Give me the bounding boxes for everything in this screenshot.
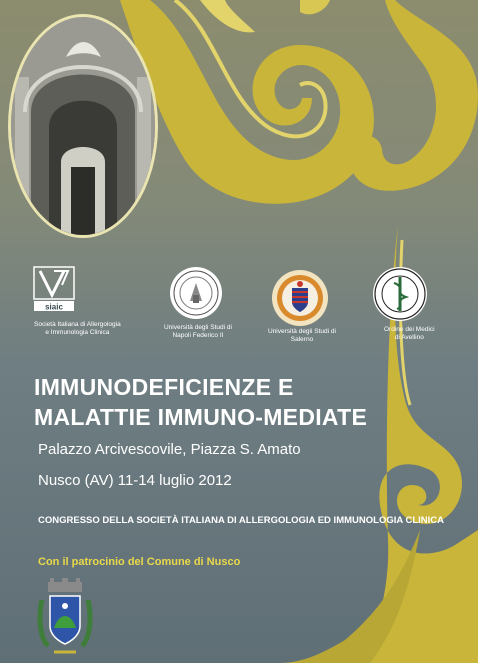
university-salerno-caption-line-1: Università degli Studi di: [268, 328, 336, 335]
siaic-caption: [34, 321, 121, 337]
university-naples-caption-line-2: Napoli Federico II: [172, 332, 224, 339]
university-naples-logo: [160, 265, 232, 313]
event-title: [34, 372, 367, 432]
ordine-medici-seal-icon: [369, 265, 431, 323]
university-salerno-seal-icon: [270, 268, 330, 328]
congress-subtitle: CONGRESSO DELLA SOCIETÀ ITALIANA DI ALLERGOLOGIA ED IMMUNOLOGIA CLINICA: [38, 515, 445, 526]
university-salerno-caption-line-2: Salerno: [290, 336, 314, 343]
event-title-line-1: IMMUNODEFICIENZE E: [34, 374, 294, 400]
siaic-caption-line-1: Società Italiana di Allergologia: [34, 321, 121, 328]
archway-photo-image: [11, 17, 155, 235]
event-title-line-2: MALATTIE IMMUNO-MEDIATE: [34, 404, 368, 430]
siaic-caption-line-2: e Immunologia Clinica: [45, 329, 110, 336]
ordine-medici-caption-line-1: Ordine dei Medici: [384, 326, 435, 333]
archway-photo: [8, 14, 158, 238]
siaic-logo: [18, 265, 90, 313]
university-naples-seal-icon: [166, 265, 226, 321]
event-venue: Palazzo Arcivescovile, Piazza S. Amato: [38, 441, 301, 458]
university-naples-caption: [164, 324, 232, 340]
ordine-medici-caption-line-2: di Avellino: [394, 334, 424, 341]
siaic-emblem-text: siaic: [45, 302, 63, 312]
siaic-logo-icon: [32, 265, 76, 313]
event-dates: Nusco (AV) 11-14 luglio 2012: [38, 472, 232, 489]
university-naples-caption-line-1: Università degli Studi di: [164, 324, 232, 331]
patronage-text: Con il patrocinio del Comune di Nusco: [38, 556, 241, 568]
ordine-medici-caption: [384, 326, 435, 342]
university-salerno-logo: [264, 268, 336, 316]
ordine-medici-logo: [364, 265, 436, 313]
nusco-coat-of-arms-icon: [34, 578, 96, 658]
university-salerno-caption: [268, 328, 336, 344]
